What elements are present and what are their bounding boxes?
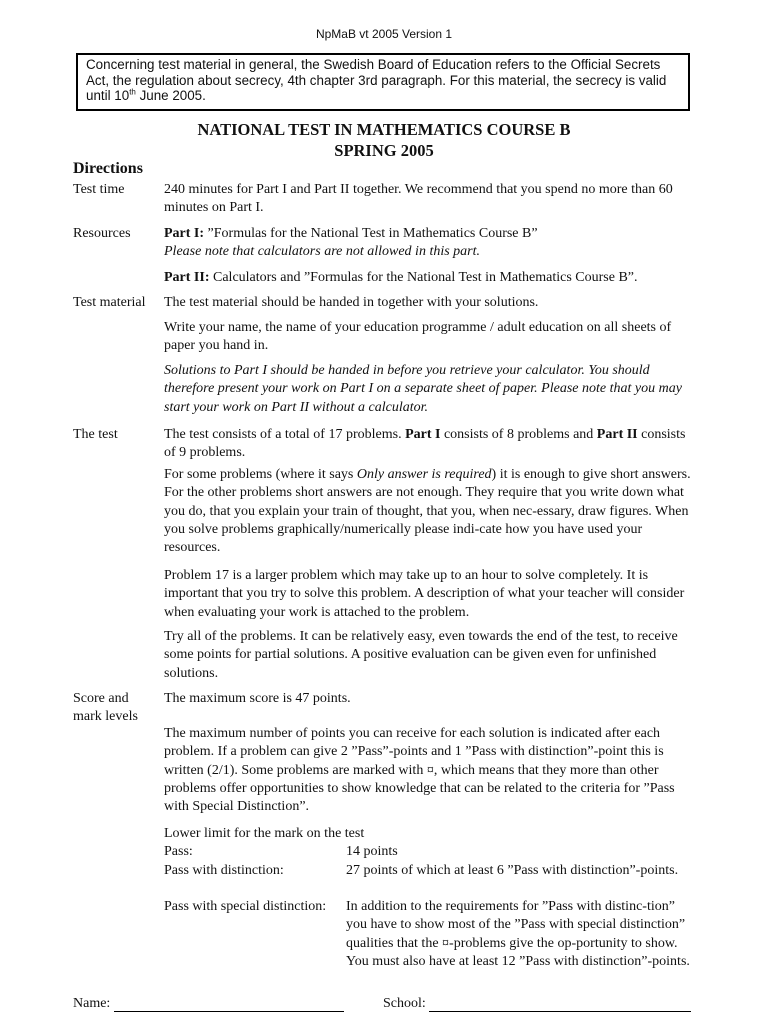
test-material-p1: The test material should be handed in together with your solutions. (164, 295, 539, 310)
page-subtitle: SPRING 2005 (334, 141, 434, 160)
label-the-test: The test (73, 427, 118, 442)
pass-value: 14 points (346, 844, 398, 859)
notice-text: Concerning test material in general, the Swedish Board of Education refers to the Official Secrets Act, the regulation about secrecy, 4th chapter 3rd paragraph. For this material, the secrecy is valid until 10 (86, 57, 667, 103)
label-score-line2: mark levels (73, 709, 138, 724)
notice-text-end: June 2005. (135, 88, 206, 103)
school-label: School: (383, 996, 426, 1011)
resources-part1 (164, 225, 692, 262)
special-distinction-value: In addition to the requirements for ”Pass with distinc-tion” you have to show most of the ”Pass with special distinction” qualities that the ¤-problems give the op-portunity to show. You must also have at least 12 ”Pass with distinction”-points. (346, 899, 690, 969)
secrecy-notice (76, 53, 690, 111)
document-header: NpMaB vt 2005 Version 1 (315, 27, 453, 41)
resources-part2 (164, 269, 692, 287)
school-field[interactable] (383, 996, 691, 1012)
test-time-text: 240 minutes for Part I and Part II together. We recommend that you spend no more than 60 minutes on Part I. (164, 182, 673, 216)
the-test-p3: Problem 17 is a larger problem which may take up to an hour to solve completely. It is important that you try to solve this problem. A description of what your teacher will consider when evaluating your work is attached to the problem. (164, 568, 685, 620)
score-max: The maximum score is 47 points. (164, 691, 351, 706)
the-test-p1 (164, 426, 692, 463)
name-field[interactable] (73, 996, 344, 1012)
the-test-p2-a: For some problems (where it says (164, 467, 357, 482)
test-material-p2: Write your name, the name of your education programme / adult education on all sheets of paper you hand in. (164, 320, 672, 354)
label-test-material: Test material (73, 295, 146, 310)
part1-label: Part I: (164, 226, 205, 241)
the-test-p4: Try all of the problems. It can be relatively easy, even towards the end of the test, to receive some points for partial solutions. A positive evaluation can be given even for unfinished solutions. (164, 629, 678, 681)
part2-text: Calculators and ”Formulas for the National Test in Mathematics Course B”. (209, 270, 638, 285)
the-test-p2-italic: Only answer is required (356, 467, 492, 482)
part1-note: Please note that calculators are not allowed in this part. (164, 244, 481, 260)
the-test-p1-c: consists of 8 problems and (440, 427, 597, 442)
label-test-time: Test time (73, 182, 125, 197)
score-explanation: The maximum number of points you can receive for each solution is indicated after each problem. If a problem can give 2 ”Pass”-points and 1 ”Pass with distinction”-point this is written (2/1). Some problems are marked with ¤, which means that they more than other problems offer opportunities to show knowledge that can be related to the criteria for ”Pass with Special Distinction”. (164, 726, 675, 815)
test-material-p3: Solutions to Part I should be handed in before you retrieve your calculator. You should therefore present your work on Part I on a separate sheet of paper. Please note that you may start your work on Part II without a calculator. (164, 363, 682, 415)
part2-label: Part II: (164, 270, 210, 285)
school-line[interactable] (429, 997, 691, 1012)
name-line[interactable] (114, 997, 344, 1012)
directions-heading: Directions (73, 160, 143, 177)
the-test-p2-c: ) it is enough to give short answers. For the other problems short answers are not enough. They require that you write down what you do, that you explain your train of thought, that you, when nec-essary, draw figures. When you solve problems graphically/numerically please indi-cate how you have used your resources. (164, 467, 691, 556)
label-score-line1: Score and (73, 691, 129, 706)
limits-heading: Lower limit for the mark on the test (164, 826, 365, 841)
distinction-label: Pass with distinction: (164, 863, 284, 878)
the-test-p2 (164, 466, 692, 557)
part1-text: ”Formulas for the National Test in Mathematics Course B” (204, 226, 538, 241)
label-resources: Resources (73, 226, 131, 241)
the-test-p1-a: The test consists of a total of 17 problems. (164, 427, 406, 442)
distinction-value: 27 points of which at least 6 ”Pass with distinction”-points. (346, 863, 679, 878)
special-distinction-label: Pass with special distinction: (164, 899, 327, 914)
page-title: NATIONAL TEST IN MATHEMATICS COURSE B (197, 120, 571, 139)
the-test-p1-e: consists of 9 problems. (164, 427, 686, 461)
part2-ref: Part II (596, 427, 638, 442)
name-label: Name: (73, 996, 111, 1011)
pass-label: Pass: (164, 844, 193, 859)
part1-ref: Part I (405, 427, 441, 442)
notice-superscript: th (129, 87, 136, 97)
